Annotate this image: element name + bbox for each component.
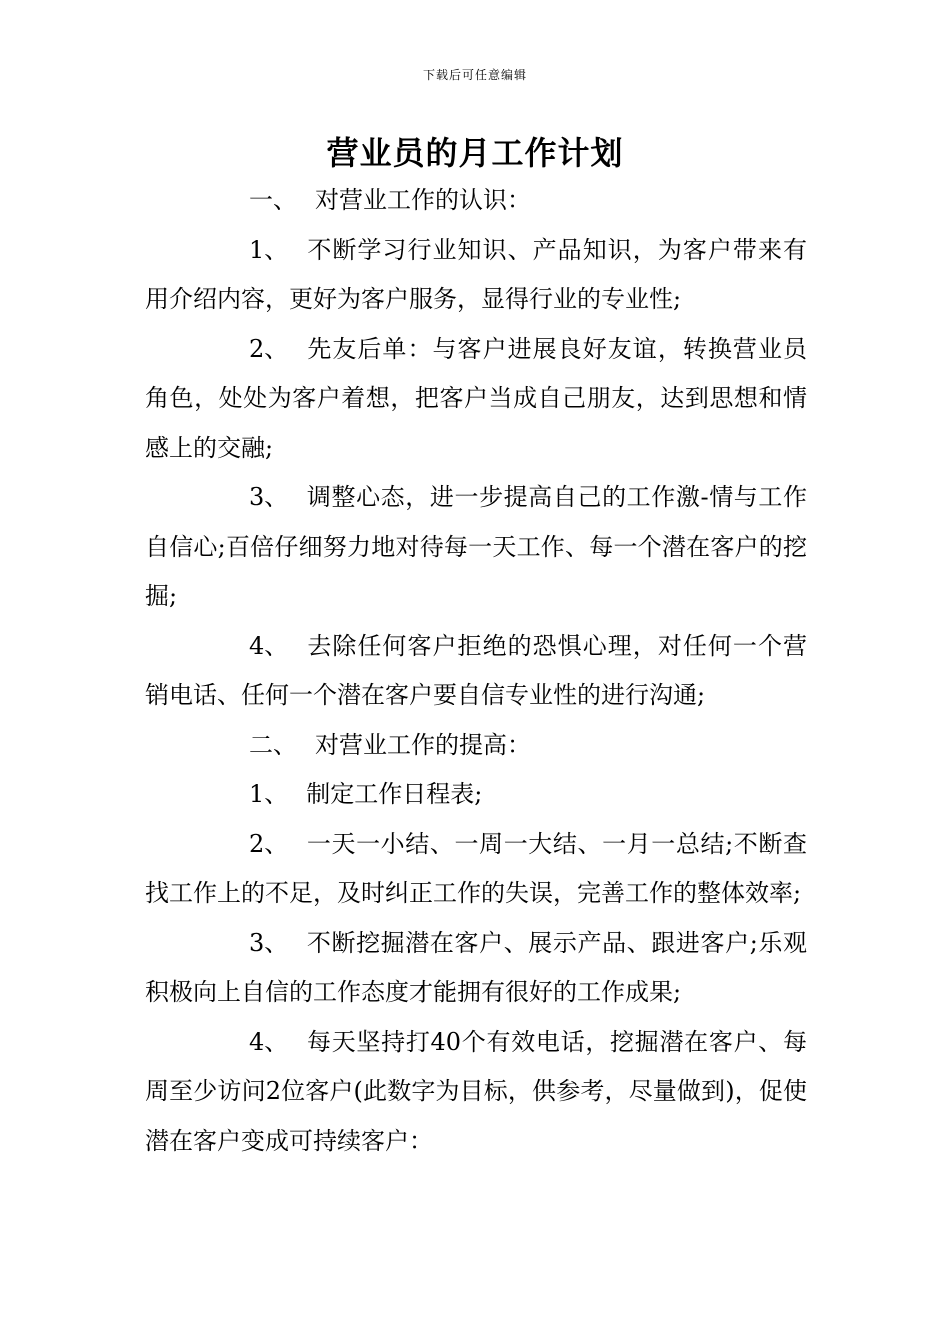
list-item bbox=[145, 820, 807, 919]
item-number: 1、 bbox=[249, 235, 289, 264]
section-heading-1 bbox=[145, 176, 807, 226]
item-text: 对营业工作的认识： bbox=[315, 186, 531, 214]
item-text: 一天一小结、一周一大结、一月一总结;不断查找工作上的不足，及时纠正工作的失误，完善工作的整体效率; bbox=[145, 829, 807, 907]
item-text: 每天坚持打40个有效电话，挖掘潜在客户、每周至少访问2位客户(此数字为目标，供参考，尽量做到)，促使潜在客户变成可持续客户： bbox=[145, 1027, 807, 1155]
item-number: 一、 bbox=[249, 186, 297, 214]
list-item bbox=[145, 622, 807, 721]
header-note: 下载后可任意编辑 bbox=[422, 68, 527, 82]
list-item bbox=[145, 770, 807, 820]
list-item bbox=[145, 1018, 807, 1167]
section-heading-2 bbox=[145, 721, 807, 771]
item-text: 不断挖掘潜在客户、展示产品、跟进客户;乐观积极向上自信的工作态度才能拥有很好的工作成果; bbox=[145, 928, 807, 1006]
item-number: 1、 bbox=[249, 780, 289, 808]
item-number: 3、 bbox=[249, 928, 289, 957]
item-text: 制定工作日程表; bbox=[306, 780, 483, 808]
item-number: 二、 bbox=[249, 730, 297, 759]
item-text: 对营业工作的提高： bbox=[315, 730, 531, 759]
item-text: 调整心态，进一步提高自己的工作激-情与工作自信心;百倍仔细努力地对待每一天工作、每一个潜在客户的挖掘; bbox=[145, 483, 807, 610]
item-number: 3、 bbox=[249, 483, 289, 511]
item-text: 去除任何客户拒绝的恐惧心理，对任何一个营销电话、任何一个潜在客户要自信专业性的进行沟通; bbox=[145, 631, 807, 709]
list-item bbox=[145, 325, 807, 474]
list-item bbox=[145, 919, 807, 1018]
document-title: 营业员的月工作计划 bbox=[326, 134, 624, 172]
item-number: 2、 bbox=[249, 334, 289, 363]
item-text: 先友后单：与客户进展良好友谊，转换营业员角色，处处为客户着想，把客户当成自己朋友，达到思想和情感上的交融; bbox=[145, 334, 807, 462]
item-number: 4、 bbox=[249, 1027, 289, 1056]
item-text: 不断学习行业知识、产品知识，为客户带来有用介绍内容，更好为客户服务，显得行业的专业性; bbox=[145, 235, 807, 313]
list-item bbox=[145, 226, 807, 325]
list-item bbox=[145, 473, 807, 622]
document-body bbox=[145, 176, 807, 1166]
item-number: 2、 bbox=[249, 829, 289, 858]
item-number: 4、 bbox=[249, 631, 289, 660]
